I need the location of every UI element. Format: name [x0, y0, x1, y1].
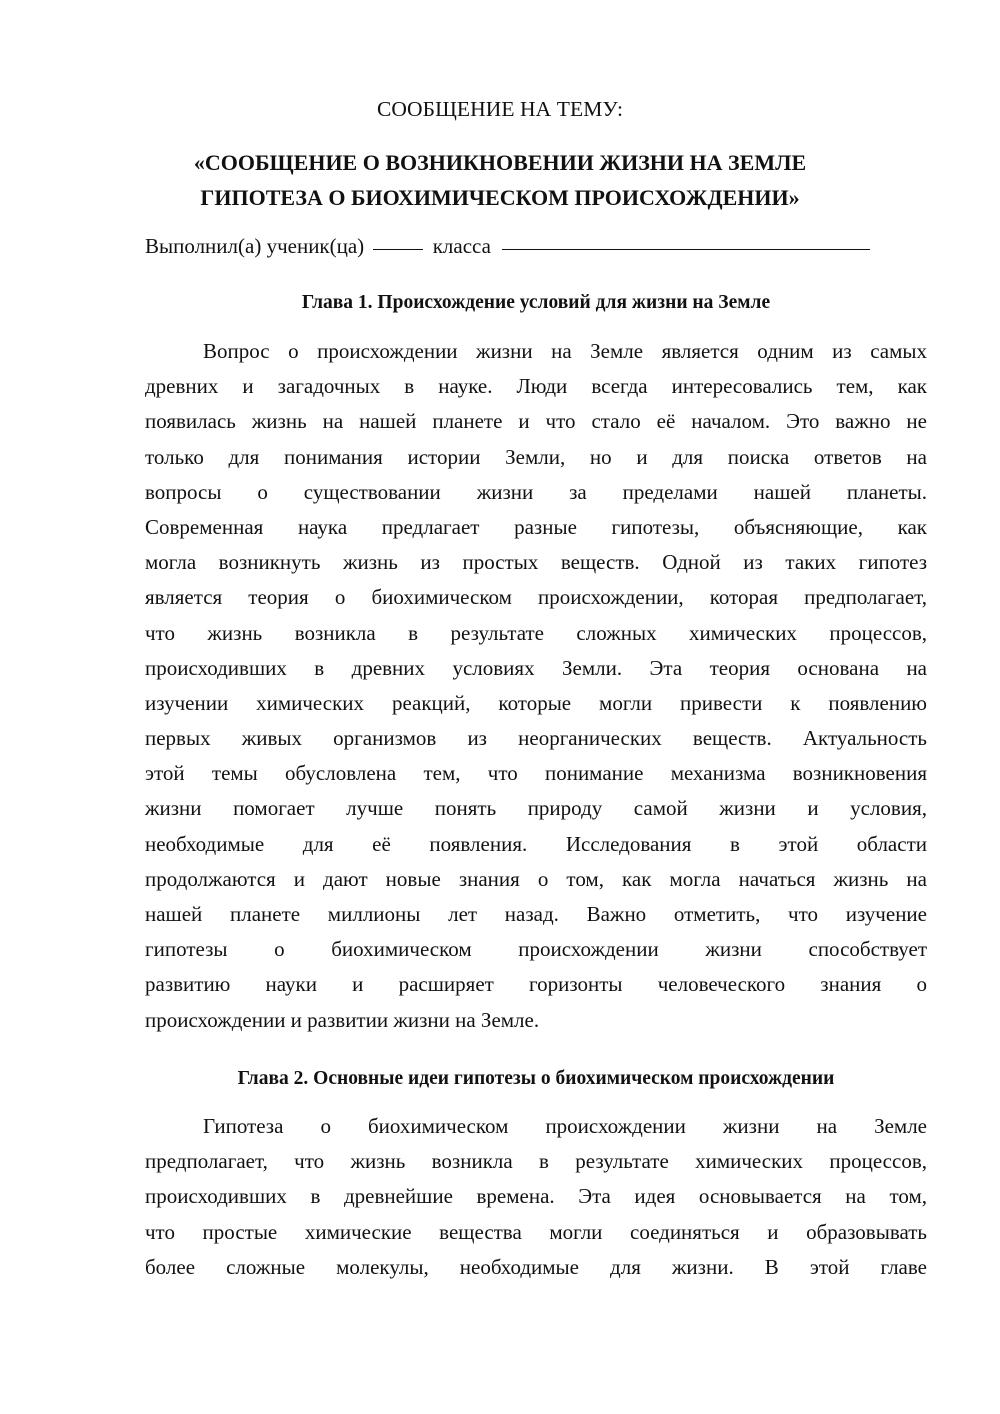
class-label: класса — [432, 234, 491, 258]
paragraph-line: более сложные молекулы, необходимые для жизни. В этой главе — [145, 1254, 927, 1279]
paragraph-line: Гипотеза о биохимическом происхождении жизни на Земле — [203, 1114, 927, 1138]
paragraph-line: могла возникнуть жизнь из простых веществ. Одной из таких гипотез — [145, 550, 927, 575]
title-line-2: ГИПОТЕЗА О БИОХИМИЧЕСКОМ ПРОИСХОЖДЕНИИ» — [200, 185, 800, 210]
paragraph-line: происхождении и развитии жизни на Земле. — [145, 1007, 540, 1032]
paragraph-line: развитию науки и расширяет горизонты человеческого знания о — [145, 972, 927, 997]
paragraph-line: происходивших в древних условиях Земли. Эта теория основана на — [145, 655, 927, 680]
paragraph-line: продолжаются и дают новые знания о том, как могла начаться жизнь на — [145, 866, 927, 891]
paragraph-line: древних и загадочных в науке. Люди всегда интересовались тем, как — [145, 374, 927, 399]
paragraph-line: появилась жизнь на нашей планете и что стало её началом. Это важно не — [145, 409, 927, 434]
class-number-blank — [373, 249, 423, 250]
paragraph-line: предполагает, что жизнь возникла в результате химических процессов, — [145, 1149, 927, 1174]
paragraph-line: только для понимания истории Земли, но и для поиска ответов на — [145, 444, 927, 469]
document-title — [0, 145, 1000, 215]
paragraph-line: что жизнь возникла в результате сложных химических процессов, — [145, 620, 927, 645]
paragraph-line: этой темы обусловлена тем, что понимание механизма возникновения — [145, 761, 927, 786]
student-name-blank — [502, 249, 870, 250]
chapter-2-paragraph — [145, 1109, 927, 1285]
author-byline — [145, 234, 870, 259]
paragraph-line: вопросы о существовании жизни за пределами нашей планеты. — [145, 479, 927, 504]
paragraph-line: Современная наука предлагает разные гипотезы, объясняющие, как — [145, 514, 927, 539]
paragraph-line: изучении химических реакций, которые могли привести к появлению — [145, 690, 927, 715]
chapter-1-paragraph — [145, 334, 927, 1038]
topic-heading: СООБЩЕНИЕ НА ТЕМУ: — [376, 97, 624, 121]
paragraph-line: нашей планете миллионы лет назад. Важно отметить, что изучение — [145, 902, 927, 926]
paragraph-line: гипотезы о биохимическом происхождении жизни способствует — [145, 937, 927, 962]
chapter-1-heading: Глава 1. Происхождение условий для жизни на Земле — [301, 292, 771, 313]
chapter-2-heading: Глава 2. Основные идеи гипотезы о биохимическом происхождении — [237, 1068, 835, 1089]
paragraph-line: необходимые для её появления. Исследования в этой области — [145, 831, 927, 856]
paragraph-line: Вопрос о происхождении жизни на Земле является одним из самых — [203, 339, 927, 363]
paragraph-line: жизни помогает лучше понять природу самой жизни и условия, — [145, 796, 927, 821]
paragraph-line: что простые химические вещества могли соединяться и образовывать — [145, 1219, 927, 1244]
paragraph-line: первых живых организмов из неорганических веществ. Актуальность — [145, 726, 927, 751]
performed-by-label: Выполнил(а) ученик(ца) — [145, 234, 365, 258]
paragraph-line: является теория о биохимическом происхождении, которая предполагает, — [145, 585, 927, 610]
paragraph-line: происходивших в древнейшие времена. Эта идея основывается на том, — [145, 1184, 927, 1209]
title-line-1: «СООБЩЕНИЕ О ВОЗНИКНОВЕНИИ ЖИЗНИ НА ЗЕМЛЕ — [193, 150, 807, 175]
